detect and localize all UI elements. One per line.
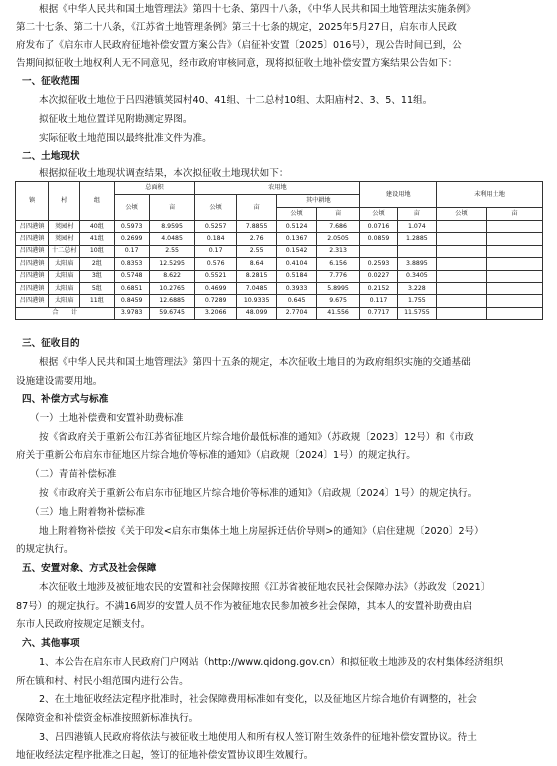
- paragraph-line: 按《省政府关于重新公布江苏省征地区片综合地价最低标准的通知》（苏政规〔2023〕12号）和《市政: [39, 432, 474, 443]
- subsection-heading: （二）青苗补偿标准: [30, 469, 117, 480]
- table-cell: 0.7717: [360, 307, 397, 319]
- table-cell: 41.556: [316, 307, 360, 319]
- table-cell: 5组: [80, 282, 114, 294]
- table-cell: 2组: [80, 258, 114, 270]
- table-cell: [486, 282, 542, 294]
- table-cell: [437, 233, 487, 245]
- table-cell: 8.2815: [236, 270, 276, 282]
- table-cell: 0.0716: [360, 221, 397, 233]
- unit-mu: 亩: [149, 195, 195, 221]
- table-row: [16, 270, 543, 282]
- table-cell: 59.6745: [149, 307, 195, 319]
- subsection-heading: （一）土地补偿费和安置补助费标准: [30, 413, 184, 424]
- table-cell: 0.8459: [114, 295, 149, 307]
- table-cell: 3.8895: [397, 258, 436, 270]
- table-cell: 3.2066: [195, 307, 236, 319]
- subsection-heading: （三）地上附着物补偿标准: [30, 507, 146, 518]
- table-cell: 0.4699: [195, 282, 236, 294]
- table-cell: 0.1367: [277, 233, 316, 245]
- table-cell: 吕四港镇: [16, 245, 49, 257]
- unit-mu: 亩: [397, 208, 436, 221]
- paragraph-line: 东市人民政府按规定足额支付。: [16, 619, 151, 630]
- paragraph-line: 本次征收土地涉及被征地农民的安置和社会保障按照《江苏省被征地农民社会保障办法》（苏政发〔2021〕: [39, 582, 491, 593]
- table-cell: 0.8353: [114, 258, 149, 270]
- table-cell: [486, 245, 542, 257]
- intro-line: 第二十七条、第二十八条，《江苏省土地管理条例》第三十七条的规定，2025年5月27日，启东市人民政: [16, 22, 457, 33]
- section-heading-compensation: 四、补偿方式与标准: [22, 394, 109, 405]
- paragraph-line: 1、本公告在启东市人民政府门户网站（http://www.qidong.gov.cn）和拟征收土地涉及的农村集体经济组织: [39, 657, 504, 668]
- paragraph-line: 实际征收土地范围以最终批准文件为准。: [39, 133, 212, 144]
- table-cell: 10.2765: [149, 282, 195, 294]
- table-cell: 0.117: [360, 295, 397, 307]
- header-total-area: 总面积: [114, 182, 195, 195]
- unit-hectare: 公顷: [195, 195, 236, 221]
- table-cell: 9.675: [316, 295, 360, 307]
- table-cell: 7.8855: [236, 221, 276, 233]
- table-cell: 太阳庙: [49, 295, 80, 307]
- table-cell: 1.074: [397, 221, 436, 233]
- table-cell: 0.5748: [114, 270, 149, 282]
- header-farmland: 农用地: [195, 182, 360, 195]
- table-cell: 0.2593: [360, 258, 397, 270]
- paragraph-line: 保障资金和补偿资金标准按照新标准执行。: [16, 713, 199, 724]
- table-cell: [360, 245, 397, 257]
- unit-hectare: 公顷: [437, 208, 487, 221]
- unit-hectare: 公顷: [277, 208, 316, 221]
- paragraph-line: 根据《中华人民共和国土地管理法》第四十五条的规定，本次征收土地目的为政府组织实施的交通基础: [39, 357, 471, 368]
- table-cell: 3.228: [397, 282, 436, 294]
- paragraph-line: 地征收经法定程序批准之日起，签订的征地补偿安置协议即生效履行。: [16, 750, 314, 761]
- table-row: [16, 233, 543, 245]
- unit-hectare: 公顷: [360, 208, 397, 221]
- table-cell: 0.184: [195, 233, 236, 245]
- table-row: [16, 295, 543, 307]
- table-row: [16, 258, 543, 270]
- table-cell: 4.0485: [149, 233, 195, 245]
- table-cell: 1.755: [397, 295, 436, 307]
- table-cell: 吕四港镇: [16, 221, 49, 233]
- table-row: [16, 245, 543, 257]
- paragraph-line: 本次拟征收土地位于吕四港镇荚园村40、41组、十二总村10组、太阳庙村2、3、5、11组。: [39, 95, 433, 106]
- table-cell: 0.17: [114, 245, 149, 257]
- table-cell: 0.3405: [397, 270, 436, 282]
- table-cell: 吕四港镇: [16, 270, 49, 282]
- table-cell: 6.156: [316, 258, 360, 270]
- intro-line: 告期间拟征收土地权利人无不同意见，经市政府审核同意，现将拟征收土地补偿安置方案结果公告如下：: [16, 58, 458, 69]
- table-cell: 0.3933: [277, 282, 316, 294]
- table-cell: [486, 307, 542, 319]
- table-cell: [437, 221, 487, 233]
- land-status-table: [15, 181, 543, 320]
- table-cell: 11.5755: [397, 307, 436, 319]
- total-label: 合 计: [16, 307, 115, 319]
- header-cultivated-land: 其中耕地: [277, 195, 360, 208]
- unit-mu: 亩: [236, 195, 276, 221]
- table-cell: 0.7289: [195, 295, 236, 307]
- paragraph-line: 3、吕四港镇人民政府将依法与被征收土地使用人和所有权人签订附生效条件的征地补偿安置协议。待土: [39, 732, 477, 743]
- table-row: [16, 282, 543, 294]
- paragraph-line: 设施建设需要用地。: [16, 376, 103, 387]
- table-cell: 吕四港镇: [16, 282, 49, 294]
- table-cell: [397, 245, 436, 257]
- paragraph-line: 2、在土地征收经法定程序批准时，社会保障费用标准如有变化，以及征地区片综合地价有调整的，社会: [39, 694, 477, 705]
- header-group: 组: [80, 182, 114, 221]
- table-cell: 2.55: [149, 245, 195, 257]
- table-cell: [437, 307, 487, 319]
- table-cell: 11组: [80, 295, 114, 307]
- paragraph-line: 府关于重新公布启东市征地区片综合地价等标准的通知》（启政规〔2024〕1号）的规定执行。: [16, 450, 416, 461]
- table-cell: [437, 245, 487, 257]
- table-cell: 1.2885: [397, 233, 436, 245]
- table-cell: 0.2152: [360, 282, 397, 294]
- paragraph-line: 地上附着物补偿按《关于印发<启东市集体土地上房屋拆迁估价导则>的通知》（启住建规〔2020〕2号）: [39, 526, 484, 537]
- table-cell: 太阳庙: [49, 282, 80, 294]
- table-cell: 40组: [80, 221, 114, 233]
- table-cell: 太阳庙: [49, 270, 80, 282]
- table-cell: [486, 258, 542, 270]
- table-cell: 48.099: [236, 307, 276, 319]
- header-construction-land: 建设用地: [360, 182, 437, 208]
- table-cell: 0.645: [277, 295, 316, 307]
- intro-line: 府发布了《启东市人民政府征地补偿安置方案公告》（启征补安置〔2025〕016号），现公告时间已到，公: [16, 40, 462, 51]
- table-cell: 2.76: [236, 233, 276, 245]
- table-cell: 0.5184: [277, 270, 316, 282]
- unit-mu: 亩: [316, 208, 360, 221]
- table-cell: 5.8995: [316, 282, 360, 294]
- header-village: 村: [49, 182, 80, 221]
- table-cell: [486, 270, 542, 282]
- table-total-row: [16, 307, 543, 319]
- paragraph-line: 87号）的规定执行。不满16周岁的安置人员不作为被征地农民参加被乡社会保障，其本人的安置补助费由启: [16, 601, 473, 612]
- table-cell: 2.7704: [277, 307, 316, 319]
- table-cell: [437, 270, 487, 282]
- table-cell: 2.0505: [316, 233, 360, 245]
- table-cell: 10.9335: [236, 295, 276, 307]
- table-cell: 3组: [80, 270, 114, 282]
- table-cell: [437, 282, 487, 294]
- table-row: [16, 221, 543, 233]
- table-cell: 十二总村: [49, 245, 80, 257]
- header-unused-land: 未利用土地: [437, 182, 543, 208]
- paragraph-line: 拟征收土地位置详见附勘测定界图。: [39, 114, 193, 125]
- table-cell: 0.1542: [277, 245, 316, 257]
- section-heading-purpose: 三、征收目的: [22, 338, 80, 349]
- table-cell: 0.5124: [277, 221, 316, 233]
- intro-line: 根据《中华人民共和国土地管理法》第四十七条、第四十八条，《中华人民共和国土地管理法实施条例》: [39, 4, 476, 15]
- header-town: 镇: [16, 182, 49, 221]
- table-cell: 8.64: [236, 258, 276, 270]
- unit-mu: 亩: [486, 208, 542, 221]
- table-cell: 0.576: [195, 258, 236, 270]
- table-cell: 7.0485: [236, 282, 276, 294]
- section-heading-resettlement: 五、安置对象、方式及社会保障: [22, 563, 157, 574]
- table-cell: 0.2699: [114, 233, 149, 245]
- table-cell: 41组: [80, 233, 114, 245]
- section-heading-scope: 一、征收范围: [22, 76, 80, 87]
- table-cell: 荚园村: [49, 221, 80, 233]
- table-cell: 0.0859: [360, 233, 397, 245]
- table-body: [16, 221, 543, 308]
- table-cell: 0.17: [195, 245, 236, 257]
- table-cell: 7.776: [316, 270, 360, 282]
- unit-hectare: 公顷: [114, 195, 149, 221]
- table-cell: 2.313: [316, 245, 360, 257]
- table-cell: 2.55: [236, 245, 276, 257]
- table-cell: 3.9783: [114, 307, 149, 319]
- table-cell: [486, 295, 542, 307]
- table-cell: 太阳庙: [49, 258, 80, 270]
- table-cell: [437, 295, 487, 307]
- paragraph-line: 所在镇和村、村民小组范围内进行公告。: [16, 676, 189, 687]
- table-cell: 12.5295: [149, 258, 195, 270]
- table-cell: 10组: [80, 245, 114, 257]
- table-cell: 吕四港镇: [16, 258, 49, 270]
- table-cell: 0.5521: [195, 270, 236, 282]
- section-heading-other: 六、其他事项: [22, 638, 80, 649]
- table-cell: 0.4104: [277, 258, 316, 270]
- table-cell: 0.0227: [360, 270, 397, 282]
- paragraph-line: 根据拟征收土地现状调查结果，本次拟征收土地现状如下：: [39, 168, 289, 179]
- table-cell: [486, 233, 542, 245]
- table-cell: [437, 258, 487, 270]
- table-cell: 吕四港镇: [16, 233, 49, 245]
- paragraph-line: 按《市政府关于重新公布启东市征地区片综合地价等标准的通知》（启政规〔2024〕1号）的规定执行。: [39, 488, 478, 499]
- table-cell: 0.6851: [114, 282, 149, 294]
- table-cell: 12.6885: [149, 295, 195, 307]
- table-cell: 8.622: [149, 270, 195, 282]
- table-cell: [486, 221, 542, 233]
- paragraph-line: 的规定执行。: [16, 544, 74, 555]
- section-heading-status: 二、土地现状: [22, 151, 80, 162]
- table-cell: 0.5257: [195, 221, 236, 233]
- table-cell: 7.686: [316, 221, 360, 233]
- table-cell: 吕四港镇: [16, 295, 49, 307]
- table-cell: 荚园村: [49, 233, 80, 245]
- table-cell: 8.9595: [149, 221, 195, 233]
- table-cell: 0.5973: [114, 221, 149, 233]
